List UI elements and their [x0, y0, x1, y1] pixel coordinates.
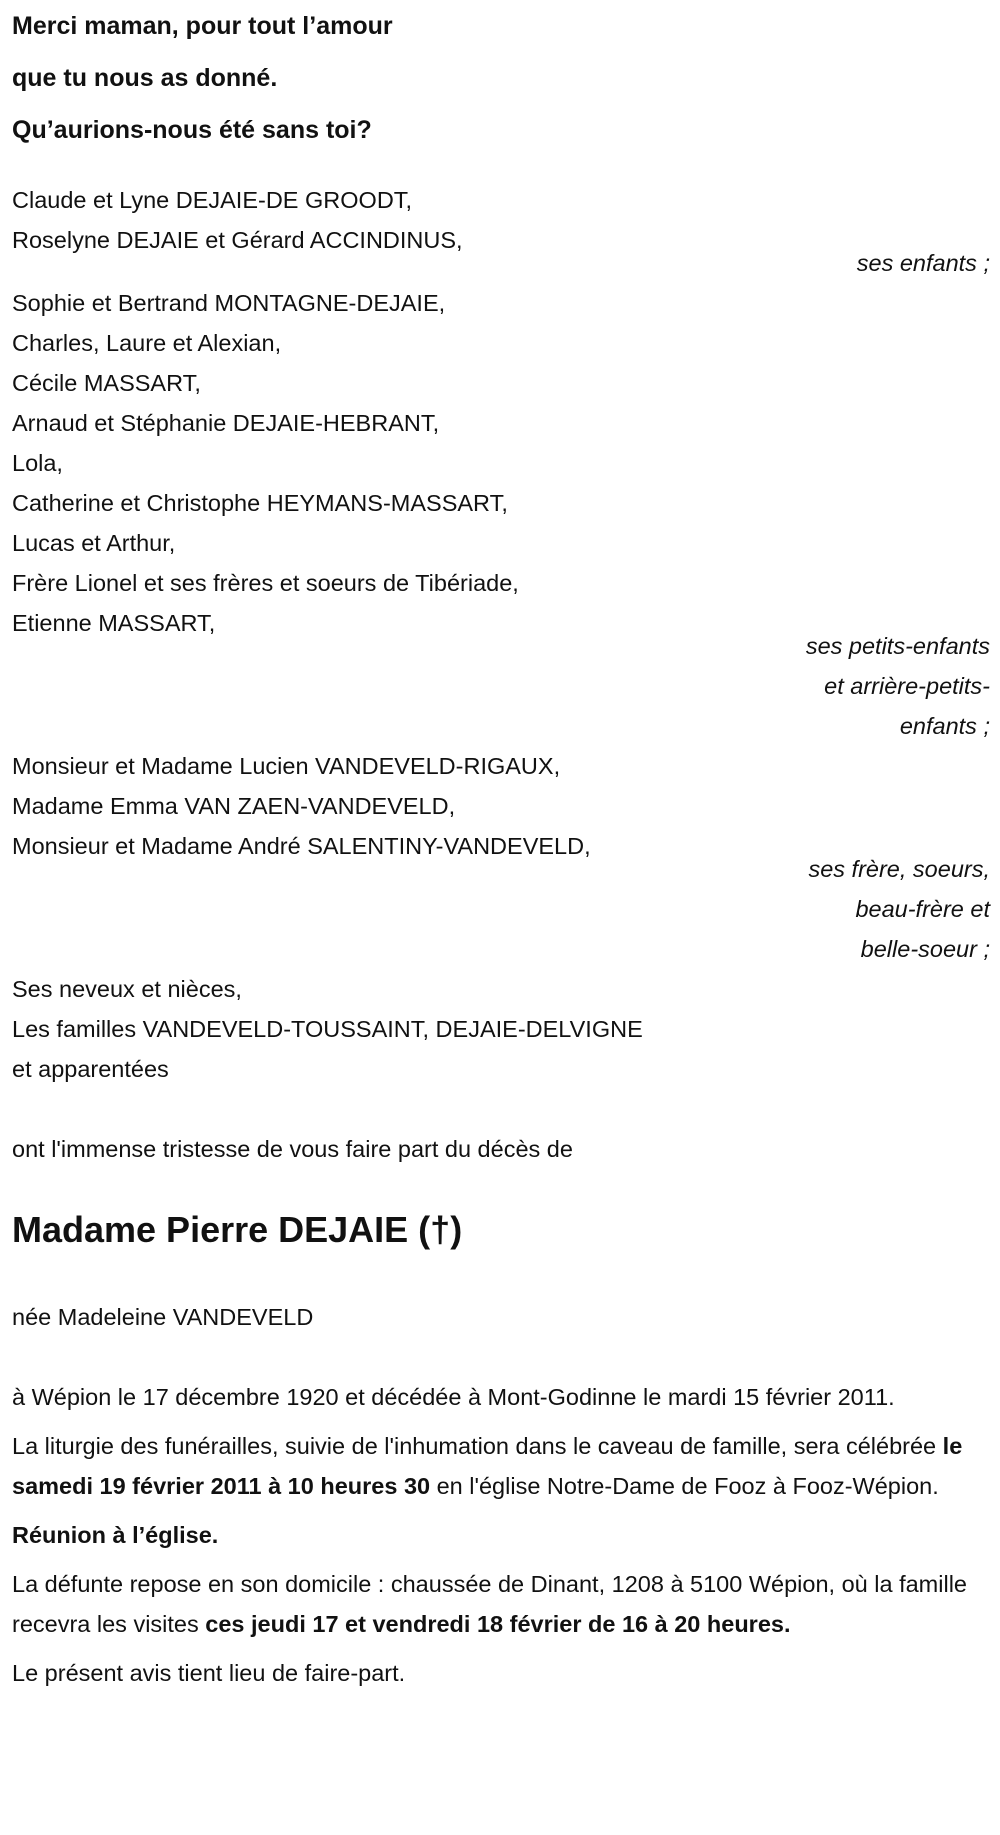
closing-note: Le présent avis tient lieu de faire-part. — [12, 1660, 406, 1686]
relationship-line: et arrière-petits- — [824, 673, 990, 699]
family-member-line: Lola, — [12, 450, 63, 476]
family-member-line: Frère Lionel et ses frères et soeurs de Tibériade, — [12, 570, 519, 596]
relationship-line: enfants ; — [899, 713, 990, 739]
dedication-heading — [12, 0, 990, 156]
family-member-line: Sophie et Bertrand MONTAGNE-DEJAIE, — [12, 290, 446, 316]
relationship-line: ses petits-enfants — [805, 633, 990, 659]
reunion-note: Réunion à l’église. — [12, 1522, 219, 1548]
family-member-line: Cécile MASSART, — [12, 370, 201, 396]
relationship-line: ses enfants ; — [856, 250, 990, 276]
family-member-line: Arnaud et Stéphanie DEJAIE-HEBRANT, — [12, 410, 440, 436]
family-member-line: Monsieur et Madame André SALENTINY-VANDEVELD, — [12, 833, 591, 859]
family-member-line: Catherine et Christophe HEYMANS-MASSART, — [12, 490, 508, 516]
family-member-line: Monsieur et Madame Lucien VANDEVELD-RIGAUX, — [12, 753, 561, 779]
relative-line: Les familles VANDEVELD-TOUSSAINT, DEJAIE-DELVIGNE — [12, 1016, 643, 1042]
liturgy-place: en l'église Notre-Dame de Fooz à Fooz-Wépion. — [430, 1473, 939, 1499]
relationship-line: ses frère, soeurs, — [808, 856, 990, 882]
relative-line: et apparentées — [12, 1056, 169, 1082]
heading-line: Merci maman, pour tout l’amour — [12, 12, 393, 40]
relationship-label — [12, 626, 990, 746]
announcement-text: ont l'immense tristesse de vous faire part du décès de — [12, 1136, 573, 1162]
other-relatives — [12, 969, 990, 1089]
visits-text: La défunte repose en son domicile : chaussée de Dinant, 1208 à 5100 Wépion, où la famille recevra les visites — [12, 1571, 967, 1637]
visits-paragraph — [12, 1564, 990, 1644]
relative-line: Ses neveux et nièces, — [12, 976, 242, 1002]
family-member-line: Madame Emma VAN ZAEN-VANDEVELD, — [12, 793, 456, 819]
heading-line: Qu’aurions-nous été sans toi? — [12, 116, 372, 144]
born-name: née Madeleine VANDEVELD — [12, 1304, 314, 1330]
family-member-line: Etienne MASSART, — [12, 610, 216, 636]
family-member-line: Claude et Lyne DEJAIE-DE GROODT, — [12, 187, 413, 213]
family-group — [12, 180, 990, 283]
dates-paragraph: à Wépion le 17 décembre 1920 et décédée à Mont-Godinne le mardi 15 février 2011. — [12, 1384, 895, 1410]
relationship-line: beau-frère et — [855, 896, 990, 922]
obituary-notice — [12, 0, 990, 1693]
deceased-name: Madame Pierre DEJAIE (†) — [12, 1209, 463, 1250]
relationship-label — [12, 849, 990, 969]
family-group — [12, 283, 990, 746]
family-member-line: Lucas et Arthur, — [12, 530, 176, 556]
heading-line: que tu nous as donné. — [12, 64, 278, 92]
family-member-line: Charles, Laure et Alexian, — [12, 330, 282, 356]
family-groups — [12, 180, 990, 969]
liturgy-datetime: le samedi 19 février 2011 à 10 heures 30 — [12, 1433, 963, 1499]
visits-times: ces jeudi 17 et vendredi 18 février de 16 à 20 heures. — [205, 1611, 791, 1637]
liturgy-paragraph — [12, 1426, 990, 1506]
family-group — [12, 746, 990, 969]
family-member-line: Roselyne DEJAIE et Gérard ACCINDINUS, — [12, 227, 463, 253]
relationship-line: belle-soeur ; — [860, 936, 990, 962]
liturgy-text: La liturgie des funérailles, suivie de l'inhumation dans le caveau de famille, sera célébrée — [12, 1433, 943, 1459]
